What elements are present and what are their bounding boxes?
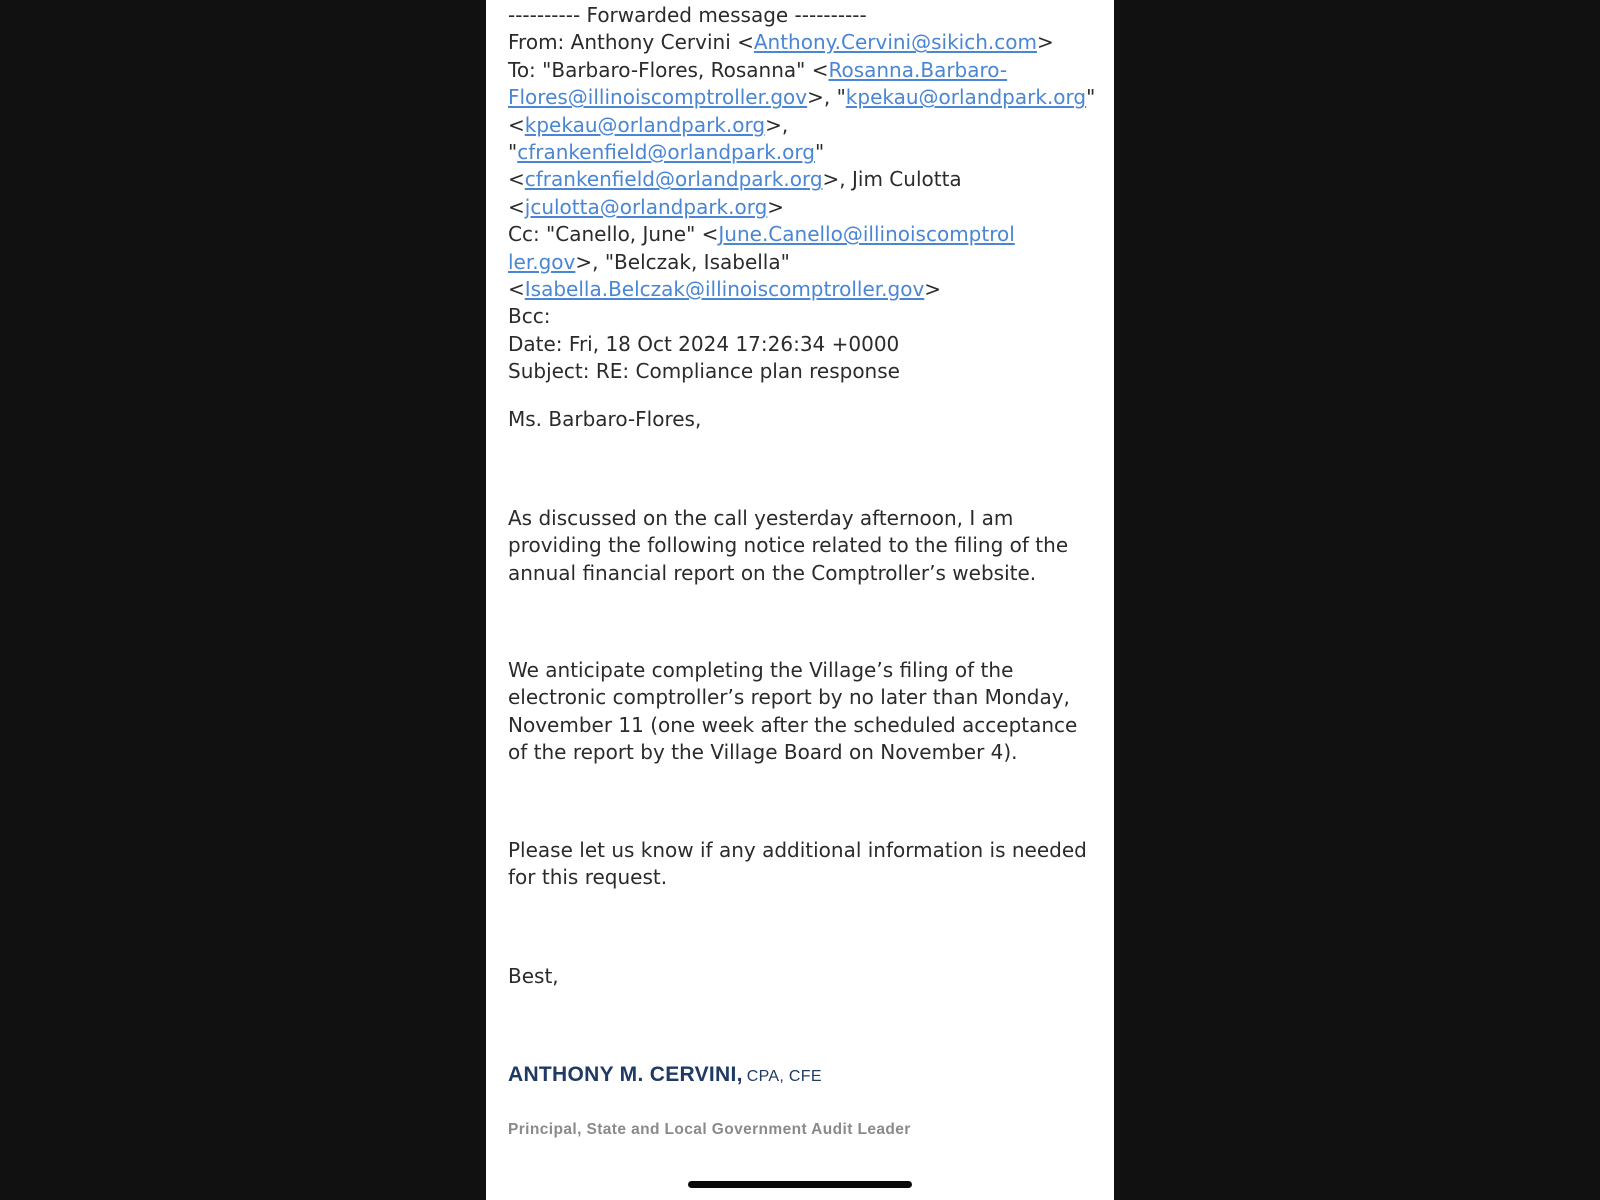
- bcc-line: Bcc:: [508, 304, 551, 329]
- from-email-link[interactable]: Anthony.Cervini@sikich.com: [753, 30, 1037, 55]
- to-email-barbaro-part2[interactable]: Flores@illinoiscomptroller.gov: [508, 85, 808, 110]
- home-indicator[interactable]: [688, 1181, 912, 1188]
- greeting-text: Ms. Barbaro-Flores,: [508, 407, 702, 431]
- angle-open-3: <: [508, 194, 525, 219]
- paragraph-2: [508, 657, 1108, 767]
- to-line-1: [508, 57, 1108, 84]
- to-email-barbaro-part1[interactable]: Rosanna.Barbaro-: [828, 57, 1008, 82]
- cc-email-canello-part1[interactable]: June.Canello@illinoiscomptrol: [718, 222, 1015, 247]
- signature-name: ANTHONY M. CERVINI,: [508, 1063, 743, 1086]
- paragraph-1-line-1: As discussed on the call yesterday afternoon, I am: [508, 506, 1014, 530]
- quote-open: ": [508, 139, 518, 164]
- to-line-5: [508, 166, 1108, 193]
- cc-line-3: [508, 276, 1108, 303]
- to-line-3: [508, 112, 1108, 139]
- greeting: [508, 406, 1108, 433]
- to-separator-2: >,: [765, 112, 789, 137]
- angle-open-1: <: [508, 112, 525, 137]
- paragraph-2-line-2: electronic comptroller’s report by no later than Monday,: [508, 685, 1070, 710]
- paragraph-3-line-2: for this request.: [508, 865, 668, 890]
- to-separator-3: >, Jim Culotta: [822, 167, 962, 192]
- paragraph-1-line-3: annual financial report on the Comptroller’s website.: [508, 560, 1037, 585]
- to-email-cfrankenfield-label[interactable]: cfrankenfield@orlandpark.org: [517, 139, 815, 164]
- from-suffix: >: [1036, 30, 1054, 55]
- to-email-kpekau[interactable]: kpekau@orlandpark.org: [524, 112, 766, 137]
- subject-line: Subject: RE: Compliance plan response: [508, 359, 900, 384]
- to-separator-1: >, ": [807, 85, 846, 110]
- cc-line-1: [508, 221, 1108, 248]
- cc-prefix: Cc: "Canello, June" <: [508, 222, 719, 247]
- cc-separator-1: >, "Belczak, Isabella": [575, 249, 790, 274]
- email-header: [508, 2, 1108, 385]
- to-email-kpekau-label[interactable]: kpekau@orlandpark.org: [845, 85, 1087, 110]
- angle-open-2: <: [508, 167, 525, 192]
- cc-end: >: [924, 276, 942, 301]
- paragraph-1: [508, 505, 1108, 587]
- forwarded-divider: ---------- Forwarded message ----------: [508, 3, 867, 27]
- paragraph-2-line-4: of the report by the Village Board on November 4).: [508, 740, 1018, 765]
- to-email-jculotta[interactable]: jculotta@orlandpark.org: [524, 194, 768, 219]
- angle-open-4: <: [508, 276, 525, 301]
- to-quote-2: ": [814, 139, 825, 164]
- closing-text: Best,: [508, 964, 559, 988]
- to-line-6: [508, 194, 1108, 221]
- signature-name-block: [508, 1061, 822, 1090]
- paragraph-2-line-1: We anticipate completing the Village’s filing of the: [508, 658, 1014, 682]
- from-prefix: From: Anthony Cervini <: [508, 30, 754, 55]
- paragraph-2-line-3: November 11 (one week after the scheduled acceptance: [508, 712, 1078, 737]
- closing: [508, 963, 1108, 990]
- cc-email-belczak[interactable]: Isabella.Belczak@illinoiscomptroller.gov: [524, 276, 925, 301]
- cc-email-canello-part2[interactable]: ler.gov: [508, 249, 576, 274]
- date-line: Date: Fri, 18 Oct 2024 17:26:34 +0000: [508, 331, 900, 356]
- to-end: >: [767, 194, 785, 219]
- email-screen: [486, 0, 1114, 1200]
- signature-credentials: CPA, CFE: [746, 1068, 822, 1085]
- signature-title: Principal, State and Local Government Audit Leader: [508, 1121, 911, 1138]
- to-line-4: [508, 139, 1108, 166]
- to-prefix: To: "Barbaro-Flores, Rosanna" <: [508, 57, 829, 82]
- from-line: [508, 29, 1108, 56]
- paragraph-1-line-2: providing the following notice related to the filing of the: [508, 533, 1069, 558]
- to-quote-1: ": [1086, 85, 1096, 110]
- to-line-2: [508, 84, 1108, 111]
- to-email-cfrankenfield[interactable]: cfrankenfield@orlandpark.org: [524, 167, 823, 192]
- paragraph-3: [508, 837, 1108, 892]
- cc-line-2: [508, 249, 1108, 276]
- paragraph-3-line-1: Please let us know if any additional information is needed: [508, 838, 1087, 862]
